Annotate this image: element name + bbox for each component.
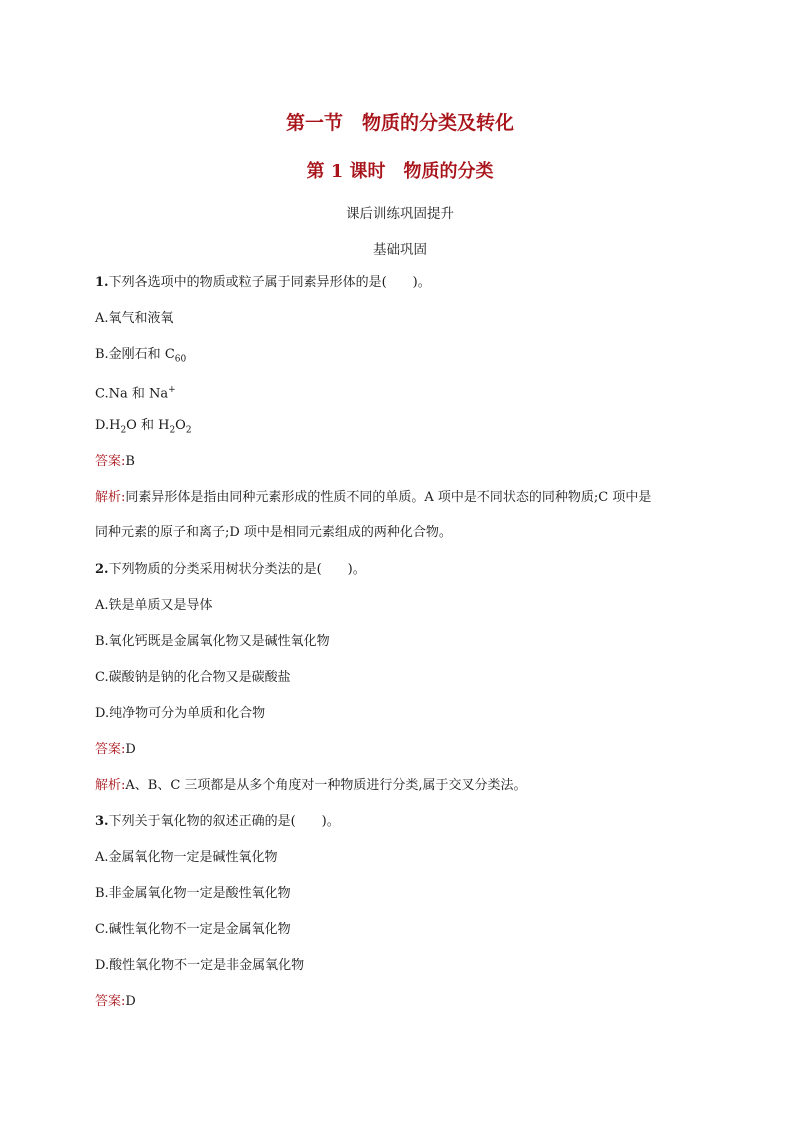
q3-answer xyxy=(95,993,136,1011)
explanation-text: A、B、C 三项都是从多个角度对一种物质进行分类,属于交叉分类法。 xyxy=(125,778,527,793)
superscript: + xyxy=(168,385,176,395)
question-number: 3. xyxy=(95,814,109,829)
q3-option-c: C.碱性氧化物不一定是金属氧化物 xyxy=(95,922,291,937)
subscript: 2 xyxy=(120,425,127,436)
question-2 xyxy=(95,561,366,579)
question-number: 1. xyxy=(95,275,109,290)
subscript: 2 xyxy=(185,425,192,436)
q1-explanation-line-1 xyxy=(95,489,651,507)
q3-option-d: D.酸性氧化物不一定是非金属氧化物 xyxy=(95,958,305,973)
explanation-label: 解析: xyxy=(95,490,126,505)
question-stem: 下列关于氧化物的叙述正确的是( )。 xyxy=(108,814,340,829)
q1-explanation-line-2: 同种元素的原子和离子;D 项中是相同元素组成的两种化合物。 xyxy=(95,525,452,540)
option-text: B.金刚石和 C xyxy=(95,347,175,362)
option-text: C.Na 和 Na xyxy=(95,386,169,402)
explanation-text: 同素异形体是指由同种元素形成的性质不同的单质。A 项中是不同状态的同种物质;C 项中是 xyxy=(125,490,652,505)
question-stem: 下列各选项中的物质或粒子属于同素异形体的是( )。 xyxy=(108,275,431,290)
q1-option-d xyxy=(95,417,192,440)
q1-option-c xyxy=(95,381,176,403)
answer-label: 答案: xyxy=(95,994,126,1009)
q1-answer xyxy=(95,453,135,471)
option-text: O xyxy=(175,418,186,433)
question-3 xyxy=(95,813,340,831)
question-1 xyxy=(95,274,431,292)
answer-value: D xyxy=(125,994,136,1009)
lesson-title: 第 1 课时 物质的分类 xyxy=(306,161,494,182)
training-heading: 课后训练巩固提升 xyxy=(346,206,454,222)
level-heading: 基础巩固 xyxy=(373,242,427,258)
answer-label: 答案: xyxy=(95,454,126,469)
q2-option-a: A.铁是单质又是导体 xyxy=(95,598,213,613)
q2-answer xyxy=(95,741,136,759)
subscript: 60 xyxy=(174,354,187,365)
q1-option-a: A.氧气和液氧 xyxy=(95,311,174,326)
q2-option-b: B.氧化钙既是金属氧化物又是碱性氧化物 xyxy=(95,634,330,649)
q1-option-b xyxy=(95,346,186,369)
q3-option-b: B.非金属氧化物一定是酸性氧化物 xyxy=(95,886,291,901)
answer-value: D xyxy=(125,742,136,757)
q2-option-d: D.纯净物可分为单质和化合物 xyxy=(95,706,266,721)
q2-explanation xyxy=(95,777,527,795)
option-text: D.H xyxy=(95,418,121,433)
question-stem: 下列物质的分类采用树状分类法的是( )。 xyxy=(108,562,366,577)
option-text: O 和 H xyxy=(126,418,170,433)
answer-label: 答案: xyxy=(95,742,126,757)
subscript: 2 xyxy=(169,425,176,436)
q2-option-c: C.碳酸钠是钠的化合物又是碳酸盐 xyxy=(95,670,291,685)
q3-option-a: A.金属氧化物一定是碱性氧化物 xyxy=(95,850,278,865)
answer-value: B xyxy=(125,454,135,469)
question-number: 2. xyxy=(95,562,109,577)
section-title: 第一节 物质的分类及转化 xyxy=(285,112,514,134)
explanation-label: 解析: xyxy=(95,778,126,793)
